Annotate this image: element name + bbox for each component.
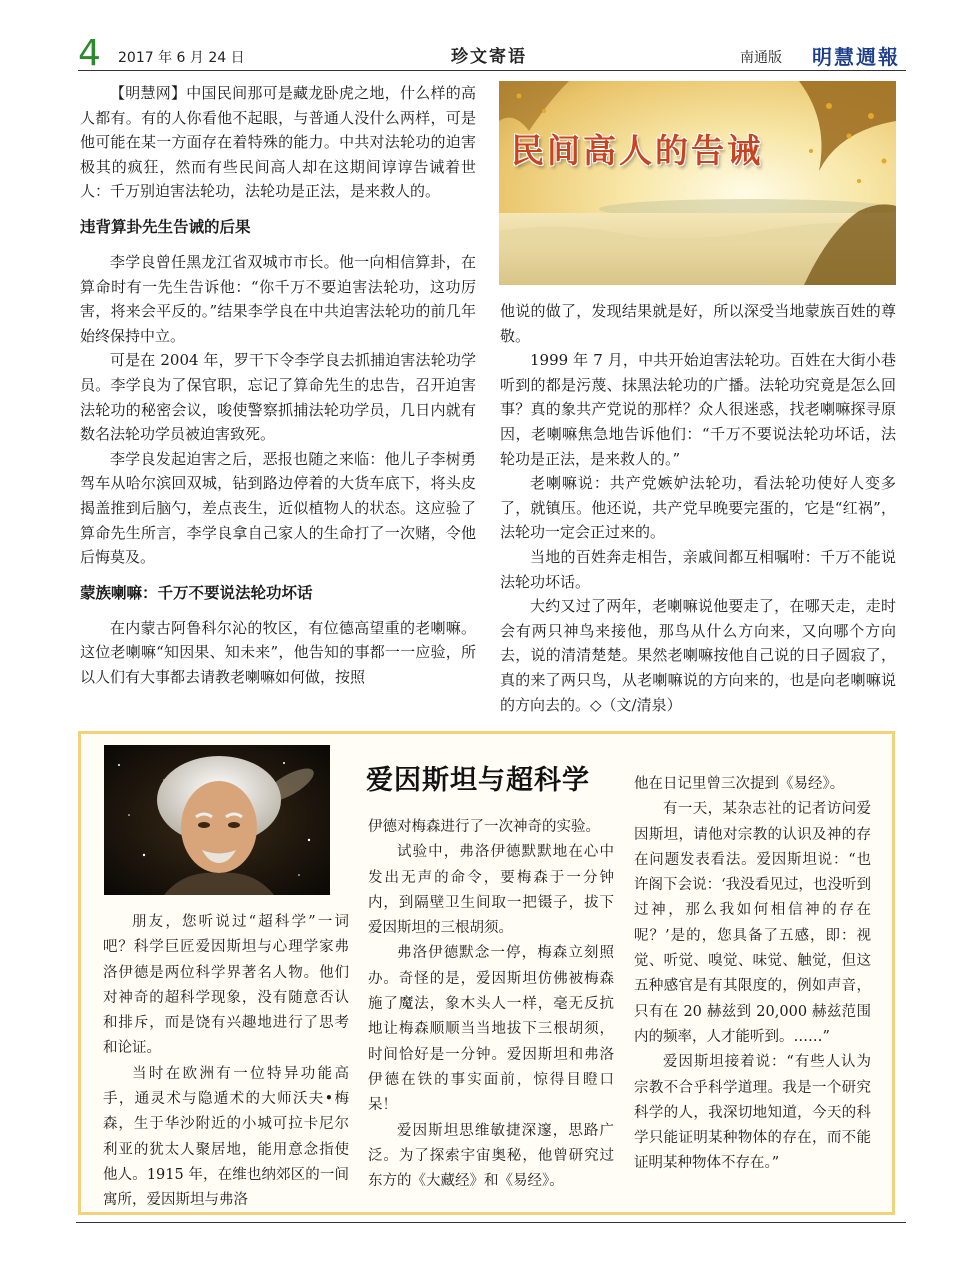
page-header: [78, 33, 900, 74]
banner-image: [499, 81, 896, 285]
paragraph: 可是在 2004 年，罗干下令李学良去抓捕迫害法轮功学员。李学良为了保官职，忘记了算命先生的忠告，召开迫害法轮功的秘密会议，唆使警察抓捕法轮功学员，几日内就有数名法轮功学员被迫害致死。: [80, 351, 476, 444]
boxed-column-1: [103, 910, 349, 1214]
paragraph: 1999 年 7 月，中共开始迫害法轮功。百姓在大街小巷听到的都是污蔑、抹黑法轮功的广播。法轮功究竟是怎么回事？真的象共产党说的那样？众人很迷惑，找老喇嘛探寻原因，老喇嘛焦急地告诉他们：“千万不要说法轮功坏话，法轮功是正法，是来救人的。”: [500, 351, 896, 468]
masthead: 明慧週報: [812, 45, 900, 69]
issue-date: 2017 年 6 月 24 日: [118, 50, 245, 66]
paragraph: 有一天，某杂志社的记者访问爱因斯坦，请他对宗教的认识及神的存在问题发表看法。爱因斯坦说：“也许阁下会说：‘我没看见过，也没听到过神，那么我如何相信神的存在呢？’是的，您具备了五感，即：视觉、听觉、嗅觉、味觉、触觉，但这五种感官是有其限度的，例如声音，只有在 20 赫兹到 20,000 赫兹范围内的频率，人才能听到。……”: [634, 801, 871, 1045]
paragraph: 李学良发起迫害之后，恶报也随之来临：他儿子李树勇驾车从哈尔滨回双城，钻到路边停着的大货车底下，将头皮揭盖推到后脑勺，差点丧生，近似植物人的状态。这应验了算命先生所言，李学良拿自己家人的生命打了一次赌，令他后悔莫及。: [80, 449, 476, 567]
paragraph: 弗洛伊德默念一停，梅森立刻照办。奇怪的是，爱因斯坦仿佛被梅森施了魔法，象木头人一样，毫无反抗地让梅森顺顺当当地拔下三根胡须，时间恰好是一分钟。爱因斯坦和弗洛伊德在铁的事实面前，惊得目瞪口呆！: [368, 945, 614, 1114]
subheading-lama: 蒙族喇嘛：千万不要说法轮功坏话: [80, 583, 313, 602]
footer-divider: [76, 1222, 906, 1223]
einstein-portrait: [104, 745, 330, 895]
portrait-illustration: [104, 745, 330, 895]
paragraph: 在内蒙古阿鲁科尔沁的牧区，有位德高望重的老喇嘛。这位老喇嘛“知因果、知未来”，他告知的事都一一应验，所以人们有大事都去请教老喇嘛如何做，按照: [80, 618, 476, 686]
paragraph: 大约又过了两年，老喇嘛说他要走了，在哪天走，走时会有两只神鸟来接他，那鸟从什么方向来，又向哪个方向去，说的清清楚楚。果然老喇嘛按他自己说的日子圆寂了，真的来了两只鸟，从老喇嘛说的方向来的，也是向老喇嘛说的方向去的。◇（文/清泉）: [500, 597, 896, 714]
paragraph: 朋友，您听说过“超科学”一词吧？科学巨匠爱因斯坦与心理学家弗洛伊德是两位科学界著名人物。他们对神奇的超科学现象，没有随意否认和排斥，而是饶有兴趣地进行了思考和论证。: [103, 914, 349, 1057]
edition-label: 南通版: [740, 50, 782, 66]
boxed-column-2: [368, 815, 614, 1194]
paragraph: 李学良曾任黑龙江省双城市市长。他一向相信算卦，在算命时有一先生告诉他：“你千万不要迫害法轮功，这功厉害，将来会平反的。”结果李学良在中共迫害法轮功的前几年始终保持中立。: [80, 252, 476, 345]
article-intro: 【明慧网】中国民间那可是藏龙卧虎之地，什么样的高人都有。有的人你看他不起眼，与普通人没什么两样，可是他可能在某一方面存在着特殊的能力。中共对法轮功的迫害极其的疯狂，然而有些民间高人却在这期间谆谆告诫着世人：千万别迫害法轮功，法轮功是正法，是来救人的。: [80, 84, 476, 201]
header-divider: [78, 70, 906, 71]
page-number: 4: [78, 33, 101, 74]
article-column-left: [80, 81, 476, 689]
subheading-fortune-teller: 违背算卦先生告诫的后果: [80, 217, 251, 236]
landscape-illustration: [499, 81, 896, 285]
banner-title: 民间高人的告诫: [511, 131, 763, 170]
paragraph: 当时在欧洲有一位特异功能高手，通灵术与隐遁术的大师沃夫•梅森，生于华沙附近的小城可拉卡尼尔利亚的犹太人聚居地，能用意念指使他人。1915 年，在维也纳郊区的一间寓所，爱因斯坦与弗洛: [103, 1065, 349, 1209]
boxed-article-title: 爱因斯坦与超科学: [366, 765, 590, 796]
section-title: 珍文寄语: [451, 47, 527, 67]
paragraph: 他在日记里曾三次提到《易经》。: [634, 776, 845, 792]
paragraph: 伊德对梅森进行了一次神奇的实验。: [368, 819, 600, 835]
paragraph: 爱因斯坦接着说：“有些人认为宗教不合乎科学道理。我是一个研究科学的人，我深切地知道，今天的科学只能证明某种物体的存在，而不能证明某种物体不存在。”: [634, 1054, 871, 1172]
paragraph: 他说的做了，发现结果就是好，所以深受当地蒙族百姓的尊敬。: [500, 302, 896, 345]
paragraph: 老喇嘛说：共产党嫉妒法轮功，看法轮功使好人变多了，就镇压。他还说，共产党早晚要完蛋的，它是“红祸”，法轮功一定会正过来的。: [500, 474, 896, 542]
paragraph: 试验中，弗洛伊德默默地在心中发出无声的命令，要梅森于一分钟内，到隔壁卫生间取一把镊子，拔下爱因斯坦的三根胡须。: [368, 844, 614, 937]
paragraph: 爱因斯坦思维敏捷深邃，思路广泛。为了探索宇宙奥秘，他曾研究过东方的《大藏经》和《易经》。: [368, 1122, 614, 1190]
boxed-column-3: [634, 772, 871, 1177]
paragraph: 当地的百姓奔走相告，亲戚间都互相嘱咐：千万不能说法轮功坏话。: [500, 547, 896, 591]
article-column-right: [500, 299, 896, 717]
